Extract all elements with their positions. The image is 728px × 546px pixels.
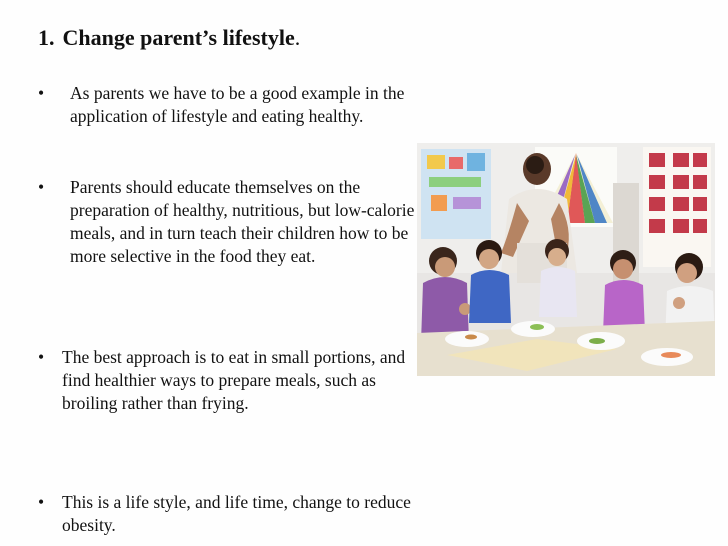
bullet-text: As parents we have to be a good example in the application of lifestyle and eating healthy.: [70, 83, 405, 126]
bullet-text: The best approach is to eat in small portions, and find healthier ways to prepare meals, such as broiling rather than frying.: [62, 347, 406, 413]
bullet-marker: •: [38, 177, 45, 197]
bullet-text: Parents should educate themselves on the preparation of healthy, nutritious, but low-calorie meals, and in turn teach their children how to be more selective in the food they eat.: [70, 177, 415, 266]
heading-trailing: .: [294, 25, 301, 50]
bullet-item: [38, 346, 418, 415]
bullet-item: [38, 82, 418, 128]
heading-number: 1.: [38, 25, 55, 50]
bullet-item: [38, 491, 418, 537]
heading-title: Change parent’s lifestyle: [62, 25, 295, 50]
bullet-marker: •: [38, 492, 45, 512]
bullet-text: This is a life style, and life time, change to reduce obesity.: [62, 492, 411, 535]
slide-heading: [38, 24, 300, 52]
bullet-item: [38, 176, 418, 268]
classroom-photo: [417, 143, 715, 376]
bullet-marker: •: [38, 347, 45, 367]
classroom-photo-illustration: [417, 143, 715, 376]
bullet-marker: •: [38, 83, 45, 103]
